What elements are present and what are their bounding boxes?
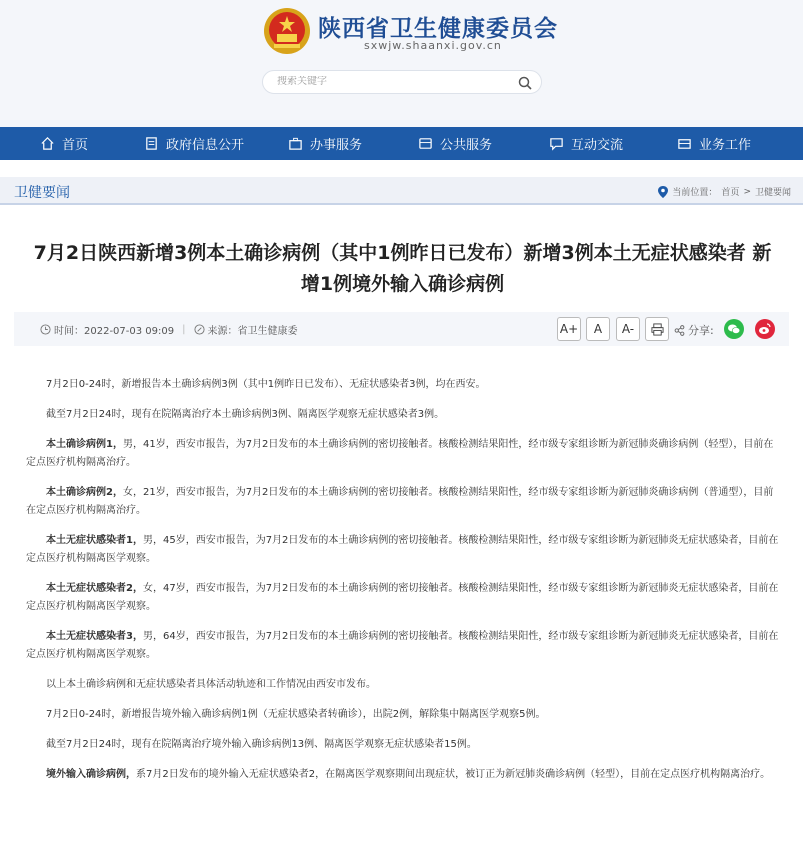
breadcrumb-home[interactable]: 首页 — [721, 188, 740, 198]
nav-item-label: 办事服务 — [310, 138, 363, 153]
paragraph: 本土无症状感染者2，女，47岁，西安市报告，为7月2日发布的本土确诊病例的密切接触者。核酸检测结果阳性，经市级专家组诊断为新冠肺炎无症状感染者，目前在定点医疗机构隔离医学观察。 — [26, 583, 779, 612]
weibo-icon — [755, 319, 775, 339]
publish-time: 时间：2022-07-03 09:09 — [54, 326, 175, 337]
service-icon — [418, 136, 433, 151]
nav-item-label: 首页 — [62, 138, 89, 153]
paragraph: 境外输入确诊病例，系7月2日发布的境外输入无症状感染者2，在隔离医学观察期间出现症状，被订正为新冠肺炎确诊病例（轻型），目前在定点医疗机构隔离治疗。 — [46, 769, 771, 780]
nav-item-services[interactable] — [288, 127, 362, 160]
share-text: 分享: — [688, 324, 714, 337]
share-wechat-button[interactable] — [724, 319, 744, 339]
article-source: 来源：省卫生健康委 — [207, 326, 298, 337]
paragraph: 本土确诊病例2，女，21岁，西安市报告，为7月2日发布的本土确诊病例的密切接触者。核酸检测结果阳性，经市级专家组诊断为新冠肺炎确诊病例（普通型），目前在定点医疗机构隔离治疗。 — [26, 487, 774, 516]
document-icon — [144, 136, 159, 151]
nav-item-home[interactable] — [40, 127, 88, 160]
article-meta: 时间：2022-07-03 09:09 | 来源：省卫生健康委 — [40, 322, 298, 337]
breadcrumb-current[interactable]: 卫健要闻 — [754, 188, 791, 198]
pen-icon — [194, 324, 205, 335]
paragraph: 本土确诊病例1，男，41岁，西安市报告，为7月2日发布的本土确诊病例的密切接触者。核酸检测结果阳性，经市级专家组诊断为新冠肺炎确诊病例（轻型），目前在定点医疗机构隔离治疗。 — [26, 439, 774, 468]
chat-icon — [549, 136, 564, 151]
site-domain: sxwjw.shaanxi.gov.cn — [364, 39, 502, 52]
article-meta-bar — [14, 312, 789, 346]
location-pin-icon — [658, 186, 668, 198]
breadcrumb — [658, 185, 791, 198]
nav-item-gov-info[interactable] — [144, 127, 244, 160]
location-label: 当前位置： — [672, 188, 718, 198]
paragraph: 本土无症状感染者3，男，64岁，西安市报告，为7月2日发布的本土确诊病例的密切接触者。核酸检测结果阳性，经市级专家组诊断为新冠肺炎无症状感染者，目前在定点医疗机构隔离医学观察。 — [26, 631, 779, 660]
paragraph: 7月2日0-24时，新增报告本土确诊病例3例（其中1例昨日已发布）、无症状感染者3例，均在西安。 — [46, 379, 486, 390]
search-icon[interactable] — [517, 75, 533, 91]
share-icon — [674, 325, 685, 336]
nav-item-work[interactable] — [677, 127, 751, 160]
nav-item-label: 业务工作 — [699, 138, 752, 153]
search-input[interactable] — [277, 76, 507, 87]
breadcrumb-bar — [0, 177, 803, 205]
time-info — [40, 322, 174, 337]
paragraph: 7月2日0-24时，新增报告境外输入确诊病例1例（无症状感染者转确诊），出院2例，解除集中隔离医学观察5例。 — [46, 709, 546, 720]
nav-item-label: 公共服务 — [440, 138, 493, 153]
nav-item-public-service[interactable] — [418, 127, 492, 160]
section-title: 卫健要闻 — [14, 185, 70, 201]
paragraph: 本土无症状感染者1，男，45岁，西安市报告，为7月2日发布的本土确诊病例的密切接触者。核酸检测结果阳性，经市级专家组诊断为新冠肺炎无症状感染者，目前在定点医疗机构隔离医学观察。 — [26, 535, 779, 564]
clock-icon — [40, 324, 51, 335]
share-weibo-button[interactable] — [755, 319, 775, 339]
font-default-button[interactable]: A — [586, 317, 610, 341]
font-increase-button[interactable]: A+ — [557, 317, 581, 341]
paragraph: 以上本土确诊病例和无症状感染者具体活动轨迹和工作情况由西安市发布。 — [46, 679, 376, 690]
font-decrease-button[interactable]: A- — [616, 317, 640, 341]
nav-item-interaction[interactable] — [549, 127, 623, 160]
national-emblem-icon — [262, 6, 312, 56]
home-icon — [40, 136, 55, 151]
nav-item-label: 互动交流 — [571, 138, 624, 153]
article-title: 7月2日陕西新增3例本土确诊病例（其中1例昨日已发布）新增3例本土无症状感染者 新增1例境外输入确诊病例 — [33, 242, 772, 295]
share-label — [674, 322, 714, 338]
paragraph: 截至7月2日24时，现有在院隔离治疗境外输入确诊病例13例、隔离医学观察无症状感染者15例。 — [46, 739, 477, 750]
briefcase-icon — [288, 136, 303, 151]
paragraph: 截至7月2日24时，现有在院隔离治疗本土确诊病例3例、隔离医学观察无症状感染者3例。 — [46, 409, 445, 420]
print-icon — [651, 323, 664, 336]
source-info — [194, 322, 298, 337]
site-title[interactable]: 陕西省卫生健康委员会 — [318, 16, 558, 42]
main-nav — [0, 127, 803, 160]
print-button[interactable] — [645, 317, 669, 341]
work-icon — [677, 136, 692, 151]
search-box[interactable] — [262, 70, 542, 94]
nav-item-label: 政府信息公开 — [166, 138, 245, 153]
article-content — [26, 376, 782, 796]
breadcrumb-separator: > — [743, 186, 751, 197]
site-header — [0, 0, 803, 127]
wechat-icon — [724, 319, 744, 339]
